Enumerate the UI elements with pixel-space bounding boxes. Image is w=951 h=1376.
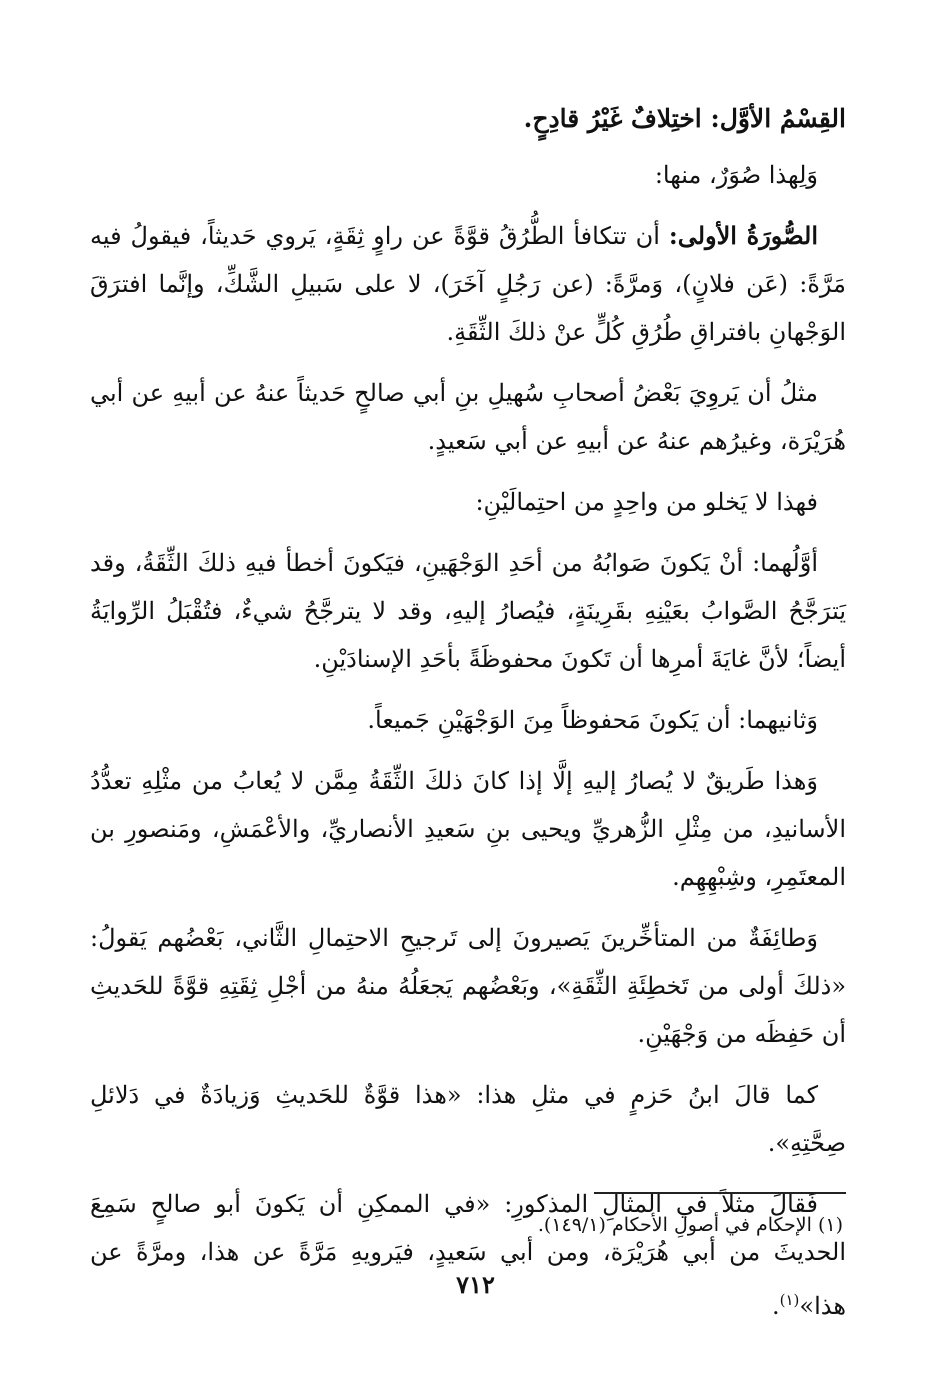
paragraph-example	[90, 369, 846, 465]
section-heading-label: القِسْمُ الأوَّل:	[710, 104, 846, 133]
section-heading-text: اختِلافٌ غَيْرُ قادِحٍ.	[523, 104, 702, 133]
paragraph-intro	[90, 151, 846, 199]
paragraph-first-possibility	[90, 539, 846, 683]
paragraph-later-scholars	[90, 914, 846, 1058]
paragraph-example-quote: فَقالَ مثلاً في المثالِ المذكورِ: «في الممكِنِ أن يَكونَ أبو صالحٍ سَمِعَ الحديثَ من أبي هُرَيْرَة، ومن أبي سَعيدٍ، فيَرويهِ مَرَّةً عن هذا، ومرَّةً عن هذا»$^{(١)}$.	[90, 1190, 846, 1320]
paragraph-condition-text: وَهذا طَريقٌ لا يُصارُ إليهِ إلَّا إذا كانَ ذلكَ الثِّقَةُ مِمَّن لا يُعابُ من مثْلِهِ تعدُّدُ الأسانيدِ، من مِثْلِ الزُّهريِّ ويحيى بنِ سَعيدِ الأنصاريِّ، والأعْمَشِ، ومَنصورِ بن المعتَمِرِ، وشِبْهِهِم.	[90, 767, 846, 891]
paragraph-condition	[90, 757, 846, 901]
paragraph-example-quote-text: فَقالَ مثلاً في المثالِ المذكورِ: «في الممكِنِ أن يَكونَ أبو صالحٍ سَمِعَ الحديثَ من أبي هُرَيْرَة، ومن أبي سَعيدٍ، فيَرويهِ مَرَّةً عن هذا، ومرَّةً عن هذا»	[90, 1190, 846, 1320]
footnote-divider	[594, 1192, 846, 1194]
paragraph-second-possibility	[90, 696, 846, 744]
section-heading	[90, 95, 846, 143]
footnote-number: (١)	[817, 1214, 843, 1236]
page-number: ٧١٢	[456, 1270, 495, 1299]
paragraph-later-scholars-text: وَطائِفَةٌ من المتأخِّرينَ يَصيرونَ إلى تَرجيحِ الاحتِمالِ الثَّاني، بَعْضُهم يَقولُ: «ذلكَ أولى من تَخطِئَةِ الثِّقَةِ»، وبَعْضُهم يَجعَلُهُ منهُ من أجْلِ ثِقَتِهِ قوَّةً للحَديثِ أن حَفِظَه من وَجْهَيْنِ.	[90, 924, 846, 1048]
paragraph-two-possibilities-text: فهذا لا يَخلو من واحِدٍ من احتِمالَيْنِ:	[475, 488, 818, 516]
first-image-label: الصُّورَةُ الأولى:	[668, 221, 818, 250]
paragraph-ibn-hazm-text: كما قالَ ابنُ حَزمٍ في مثلِ هذا: «هذا قوَّةٌ للحَديثِ وَزيادَةٌ في دَلائلِ صِحَّتِهِ».	[90, 1081, 846, 1157]
footnote-reference[interactable]: (١)	[779, 1291, 800, 1309]
paragraph-example-text: مثلُ أن يَروِيَ بَعْضُ أصحابِ سُهيلِ بنِ أبي صالحٍ حَديثاً عنهُ عن أبيهِ عن أبي هُرَيْرَة، وغيرُهم عنهُ عن أبيهِ عن أبي سَعيدٍ.	[90, 379, 846, 455]
paragraph-first-image-text: أن تتكافأ الطُّرُقُ قوَّةً عن راوٍ ثِقَةٍ، يَروي حَديثاً، فيقولُ فيه مَرَّةً: (عَن فلانٍ)، وَمرَّةً: (عن رَجُلٍ آخَرَ)، لا على سَبيلِ الشَّكِّ، وإنَّما افترَقَ الوَجْهانِ بافتراقِ طُرُقِ كُلٍّ عنْ ذلكَ الثِّقَةِ.	[90, 222, 846, 346]
paragraph-first-possibility-text: أنْ يَكونَ صَوابُهُ من أحَدِ الوَجْهَينِ، فيَكونَ أخطأ فيهِ ذلكَ الثِّقَةُ، وقد يَترَجَّحُ الصَّوابُ بعَيْنِهِ بقَرِينَةٍ، فيُصارُ إليهِ، وقد لا يترجَّحُ شيءٌ، فتُقْبَلُ الرِّوايَةُ أيضاً؛ لأنَّ غايَةَ أمرِها أن تَكونَ محفوظَةً بأحَدِ الإسنادَيْنِ.	[90, 549, 846, 673]
paragraph-second-possibility-text: أن يَكونَ مَحفوظاً مِنَ الوَجْهَيْنِ جَميعاً.	[367, 706, 731, 734]
first-possibility-label: أوَّلُهما:	[752, 549, 818, 577]
paragraph-intro-text: وَلِهذا صُوَرٌ، منها:	[654, 161, 818, 189]
paragraph-first-image	[90, 212, 846, 356]
second-possibility-label: وَثانيهما:	[738, 706, 818, 734]
paragraph-two-possibilities	[90, 478, 846, 526]
footnote	[538, 1210, 843, 1240]
paragraph-ibn-hazm	[90, 1071, 846, 1167]
footnote-text: الإحكام في أصولِ الأحكام (١٤٩/١).	[537, 1214, 812, 1236]
